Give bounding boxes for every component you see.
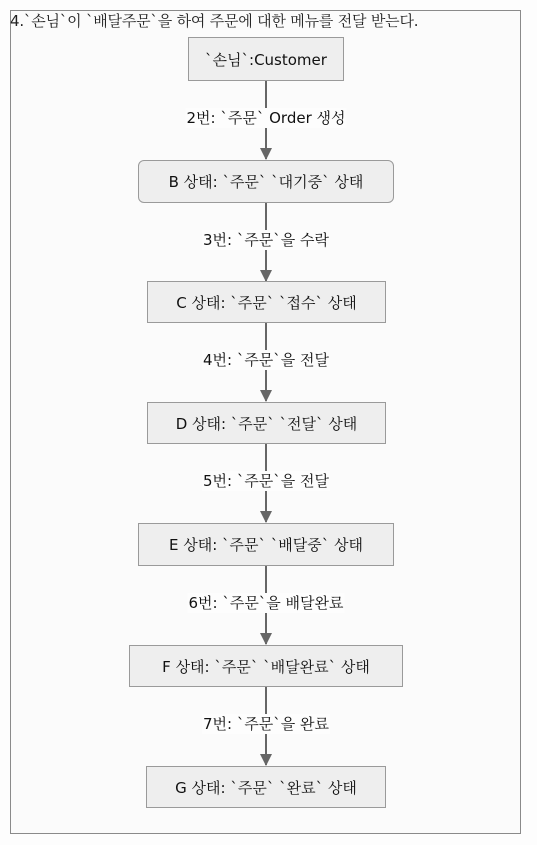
node-f-delivery-complete: F 상태: `주문` `배달완료` 상태 — [129, 645, 403, 687]
edge-label-4: 4번: `주문`을 전달 — [202, 351, 330, 369]
edge-label-5: 5번: `주문`을 전달 — [202, 472, 330, 490]
node-e-delivering: E 상태: `주문` `배달중` 상태 — [138, 523, 394, 566]
edge-label-3: 3번: `주문`을 수락 — [202, 231, 330, 249]
node-g-complete: G 상태: `주문` `완료` 상태 — [146, 766, 386, 808]
diagram-title: 4.`손님`이 `배달주문`을 하여 주문에 대한 메뉴를 전달 받는다. — [10, 12, 419, 30]
node-customer: `손님`:Customer — [188, 37, 344, 81]
node-c-accepted: C 상태: `주문` `접수` 상태 — [147, 281, 386, 323]
edge-label-7: 7번: `주문`을 완료 — [202, 715, 330, 733]
node-b-waiting: B 상태: `주문` `대기중` 상태 — [138, 160, 394, 203]
edge-label-6: 6번: `주문`을 배달완료 — [188, 594, 344, 612]
node-d-delivered: D 상태: `주문` `전달` 상태 — [147, 402, 386, 444]
edge-label-2: 2번: `주문` Order 생성 — [186, 109, 346, 127]
